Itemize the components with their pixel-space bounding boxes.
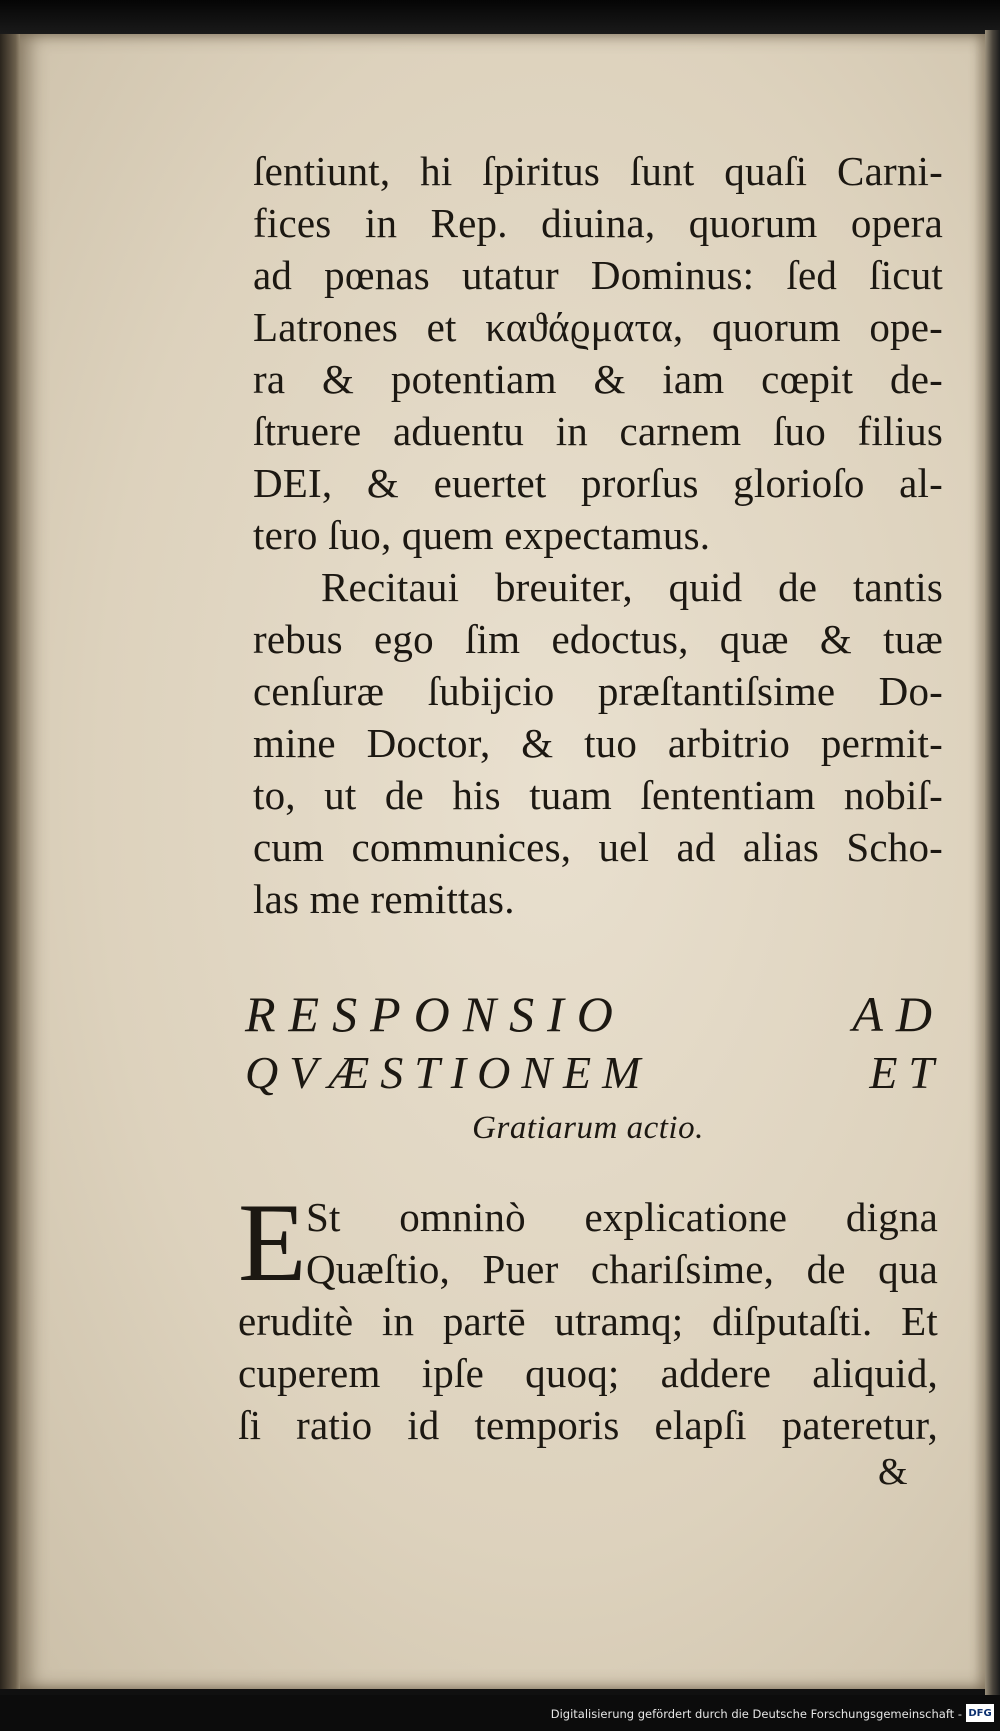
text-line: tero ſuo, quem expectamus.	[253, 512, 711, 558]
text-line: cum communices, uel ad alias Scho-	[253, 824, 943, 870]
text-line: St omninò explicatione digna	[306, 1194, 938, 1240]
text-line: las me remittas.	[253, 876, 515, 922]
text-line: ſi ratio id temporis elapſi pateretur,	[238, 1402, 938, 1448]
section-subheading: Gratiarum actio.	[472, 1110, 704, 1146]
footer-credit: Digitalisierung gefördert durch die Deutsche Forschungsgemeinschaft -	[550, 1707, 962, 1721]
page-edge	[985, 30, 1000, 1695]
text-line: ſtruere aduentu in carnem ſuo filius	[253, 408, 943, 454]
body-text-lower	[238, 1181, 938, 1451]
text-line: to, ut de his tuam ſententiam nobiſ-	[253, 772, 943, 818]
text-line: cuperem ipſe quoq; addere aliquid,	[238, 1350, 938, 1396]
text-line: Quæſtio, Puer chariſsime, de qua	[306, 1246, 938, 1292]
text-line: ad pœnas utatur Dominus: ſed ſicut	[253, 252, 943, 298]
scan-top-border	[0, 0, 1000, 34]
text-line: Recitaui breuiter, quid de tantis	[321, 564, 943, 610]
text-line: ſentiunt, hi ſpiritus ſunt quaſi Carni-	[253, 148, 943, 194]
text-line: cenſuræ ſubijcio præſtantiſsime Do-	[253, 668, 943, 714]
text-line: fices in Rep. diuina, quorum opera	[253, 200, 943, 246]
text-line: rebus ego ſim edoctus, quæ & tuæ	[253, 616, 943, 662]
section-heading-line1: RESPONSIO AD	[245, 986, 945, 1042]
catchword: &	[878, 1451, 908, 1493]
text-line: ra & potentiam & iam cœpit de-	[253, 356, 943, 402]
text-line: mine Doctor, & tuo arbitrio permit-	[253, 720, 943, 766]
text-line: Latrones et καϑάϱματα, quorum ope-	[253, 304, 943, 350]
body-text-upper	[253, 145, 943, 925]
book-binding-edge	[0, 34, 22, 1689]
drop-cap: E	[238, 1181, 307, 1305]
section-heading-line2: QVÆSTIONEM ET	[245, 1047, 945, 1098]
text-line: eruditè in partē utramq; diſputaſti. Et	[238, 1298, 938, 1344]
text-line: DEI, & euertet prorſus glorioſo al-	[253, 460, 943, 506]
dfg-logo: DFG	[966, 1704, 994, 1722]
